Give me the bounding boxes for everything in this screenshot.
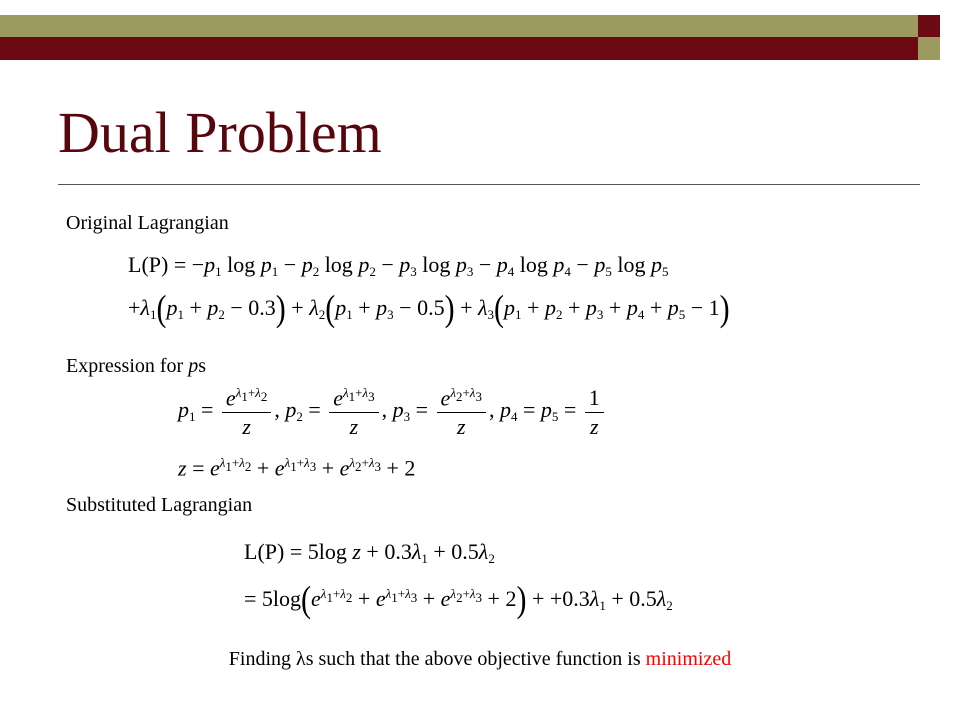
equation-original-lagrangian-line2: $+\lambda_1(p_1 + p_2 - 0.3) + \lambda_2(p_1 + p_3 - 0.5) + \lambda_3(p_1 + p_2 + p_3 + p_4 + p_5 - 1)$ [128,287,730,329]
header-square-olive [918,37,940,60]
equation-original-lagrangian-line1: $L(P) = -p_1$ $\log p_1 - p_2$ $\log p_2 - p_3$ $\log p_3 - p_4$ $\log p_4 - p_5$ $\log p_5$ [128,252,669,279]
slide-title: Dual Problem [58,100,382,165]
title-divider [58,184,920,185]
highlight-minimized: minimized [645,648,732,670]
header-square-maroon [918,15,940,37]
heading-substituted-lagrangian: Substituted Lagrangian [66,494,253,516]
header-bar-olive [0,15,918,37]
equation-substituted-line1: L(P) = 5log $z + 0.3\lambda_1 + 0.5\lambda_2$ [244,539,495,566]
equation-z-definition: $z = e^{\lambda_1+\lambda_2} + e^{\lambda_1+\lambda_3} + e^{\lambda_2+\lambda_3} + 2$ [178,455,416,481]
equation-substituted-line2: = $5\log(e^{\lambda_1+\lambda_2} + e^{\lambda_1+\lambda_3} + e^{\lambda_2+\lambda_3} + 2) + +0.3\lambda_1 + 0.5\lambda_2$ [244,578,673,620]
heading-original-lagrangian: Original Lagrangian [66,212,229,234]
conclusion-text: Finding λs such that the above objective function is minimized [228,648,732,670]
heading-expression-for-ps: Expression for ps [66,355,206,377]
equation-p-expressions: $p_1$ = $\frac{e^{\lambda_1+\lambda_2}}{z}$ , $p_2$ = $\frac{e^{\lambda_1+\lambda_3}}{z}$ , $p_3$ = $\frac{e^{\lambda_2+\lambda_3}}{z}$ , $p_4 = p_5$ = $\frac{1}{z}$ [178,386,607,438]
header-bar-maroon [0,37,918,60]
